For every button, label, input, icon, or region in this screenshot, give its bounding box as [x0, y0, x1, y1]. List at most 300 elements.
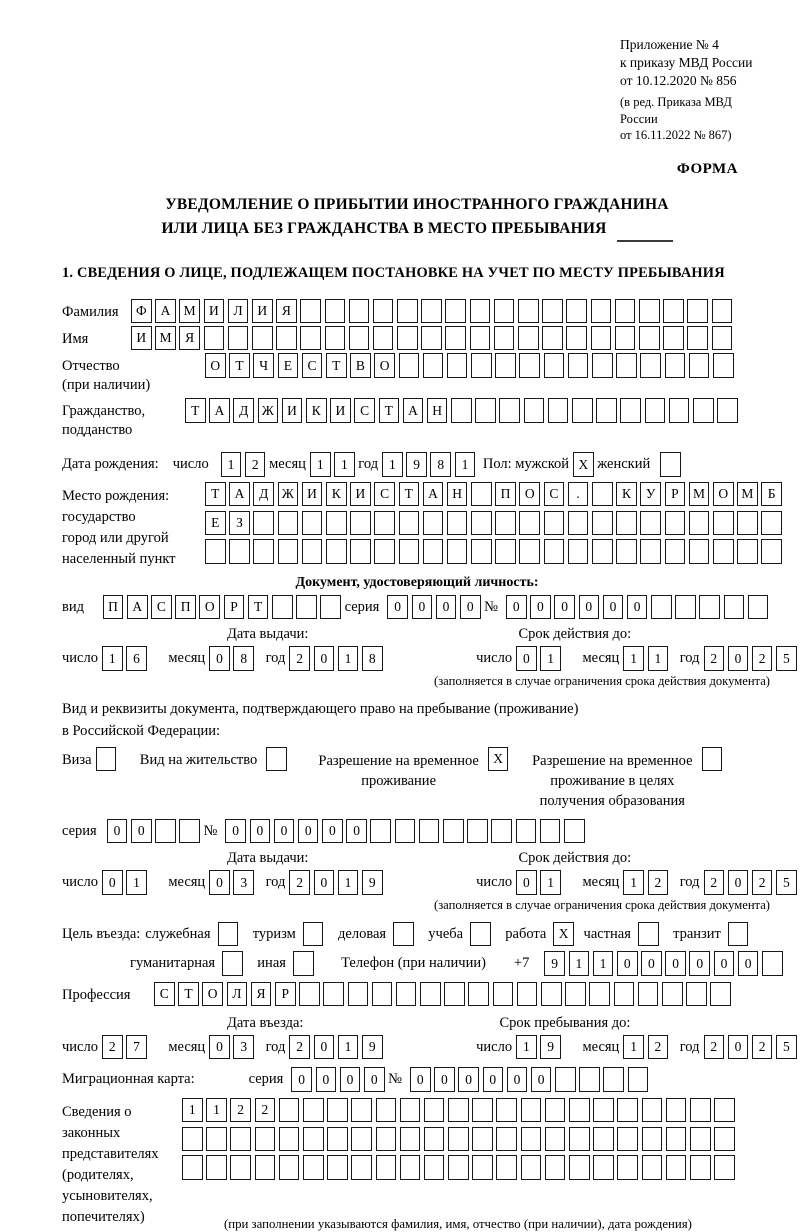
form-cell[interactable] — [569, 1098, 590, 1122]
form-cell[interactable] — [662, 982, 683, 1006]
form-cell[interactable] — [205, 539, 226, 563]
form-cell[interactable]: Ч — [253, 353, 274, 377]
form-cell[interactable] — [491, 819, 512, 843]
form-cell[interactable]: К — [326, 482, 347, 506]
form-cell[interactable]: 0 — [483, 1067, 504, 1091]
form-cell[interactable] — [687, 299, 708, 323]
form-cell[interactable] — [565, 982, 586, 1006]
form-cell[interactable]: Т — [178, 982, 199, 1006]
form-cell[interactable] — [666, 1098, 687, 1122]
form-cell[interactable] — [615, 299, 636, 323]
form-cell[interactable]: О — [374, 353, 395, 377]
form-cell[interactable] — [714, 1127, 735, 1151]
form-cell[interactable] — [517, 982, 538, 1006]
form-cell[interactable]: З — [229, 511, 250, 535]
form-cell[interactable] — [253, 511, 274, 535]
form-cell[interactable] — [393, 922, 414, 946]
form-cell[interactable]: 1 — [382, 452, 403, 476]
form-cell[interactable] — [495, 511, 516, 535]
form-cell[interactable]: 0 — [460, 595, 481, 619]
form-cell[interactable] — [717, 398, 738, 422]
form-cell[interactable]: 5 — [776, 870, 797, 894]
form-cell[interactable] — [279, 1155, 300, 1179]
form-cell[interactable] — [710, 982, 731, 1006]
form-cell[interactable]: 0 — [410, 1067, 431, 1091]
form-cell[interactable] — [614, 982, 635, 1006]
form-cell[interactable] — [592, 482, 613, 506]
form-cell[interactable]: 1 — [455, 452, 476, 476]
form-cell[interactable] — [640, 353, 661, 377]
form-cell[interactable] — [374, 539, 395, 563]
form-cell[interactable] — [521, 1155, 542, 1179]
form-cell[interactable]: С — [354, 398, 375, 422]
form-cell[interactable] — [669, 398, 690, 422]
form-cell[interactable] — [230, 1155, 251, 1179]
form-cell[interactable]: 1 — [338, 1035, 359, 1059]
form-cell[interactable] — [593, 1155, 614, 1179]
form-cell[interactable] — [303, 1155, 324, 1179]
form-cell[interactable] — [327, 1127, 348, 1151]
form-cell[interactable] — [278, 539, 299, 563]
form-cell[interactable] — [218, 922, 239, 946]
form-cell[interactable] — [351, 1155, 372, 1179]
form-cell[interactable]: 0 — [340, 1067, 361, 1091]
form-cell[interactable] — [516, 819, 537, 843]
form-cell[interactable] — [628, 1067, 649, 1091]
form-cell[interactable]: 8 — [233, 646, 254, 670]
form-cell[interactable]: С — [154, 982, 175, 1006]
form-cell[interactable] — [521, 1098, 542, 1122]
form-cell[interactable] — [702, 747, 723, 771]
form-cell[interactable]: И — [350, 482, 371, 506]
form-cell[interactable] — [206, 1155, 227, 1179]
form-cell[interactable] — [303, 1127, 324, 1151]
form-cell[interactable] — [373, 326, 394, 350]
form-cell[interactable]: 9 — [362, 870, 383, 894]
form-cell[interactable]: 1 — [102, 646, 123, 670]
form-cell[interactable] — [687, 326, 708, 350]
form-cell[interactable] — [475, 398, 496, 422]
form-cell[interactable] — [448, 1155, 469, 1179]
form-cell[interactable] — [617, 1098, 638, 1122]
form-cell[interactable]: 2 — [704, 1035, 725, 1059]
form-cell[interactable] — [451, 398, 472, 422]
form-cell[interactable]: 8 — [430, 452, 451, 476]
form-cell[interactable] — [399, 511, 420, 535]
form-cell[interactable] — [639, 326, 660, 350]
form-cell[interactable]: 0 — [434, 1067, 455, 1091]
form-cell[interactable] — [593, 1098, 614, 1122]
form-cell[interactable] — [327, 1098, 348, 1122]
form-cell[interactable] — [496, 1127, 517, 1151]
form-cell[interactable] — [279, 1127, 300, 1151]
form-cell[interactable]: 0 — [738, 951, 759, 975]
form-cell[interactable] — [278, 511, 299, 535]
form-cell[interactable] — [524, 398, 545, 422]
form-cell[interactable] — [737, 539, 758, 563]
form-cell[interactable] — [350, 511, 371, 535]
form-cell[interactable]: . — [568, 482, 589, 506]
form-cell[interactable] — [471, 511, 492, 535]
form-cell[interactable]: 0 — [458, 1067, 479, 1091]
form-cell[interactable]: 0 — [316, 1067, 337, 1091]
form-cell[interactable] — [617, 1127, 638, 1151]
form-cell[interactable] — [761, 511, 782, 535]
form-cell[interactable] — [566, 326, 587, 350]
form-cell[interactable] — [651, 595, 672, 619]
form-cell[interactable] — [376, 1155, 397, 1179]
form-cell[interactable]: Д — [253, 482, 274, 506]
form-cell[interactable] — [593, 1127, 614, 1151]
form-cell[interactable] — [350, 539, 371, 563]
form-cell[interactable]: 2 — [704, 870, 725, 894]
form-cell[interactable]: Б — [761, 482, 782, 506]
form-cell[interactable] — [690, 1155, 711, 1179]
form-cell[interactable] — [421, 326, 442, 350]
form-cell[interactable] — [467, 819, 488, 843]
form-cell[interactable]: 0 — [627, 595, 648, 619]
form-cell[interactable] — [420, 982, 441, 1006]
form-cell[interactable]: Н — [447, 482, 468, 506]
form-cell[interactable] — [712, 299, 733, 323]
form-cell[interactable]: 1 — [593, 951, 614, 975]
form-cell[interactable]: И — [131, 326, 152, 350]
form-cell[interactable]: 0 — [314, 870, 335, 894]
form-cell[interactable]: 6 — [126, 646, 147, 670]
form-cell[interactable] — [445, 299, 466, 323]
form-cell[interactable]: 0 — [579, 595, 600, 619]
form-cell[interactable] — [617, 1155, 638, 1179]
form-cell[interactable] — [569, 1155, 590, 1179]
form-cell[interactable] — [714, 1155, 735, 1179]
form-cell[interactable] — [724, 595, 745, 619]
form-cell[interactable]: 1 — [623, 646, 644, 670]
form-cell[interactable] — [616, 511, 637, 535]
form-cell[interactable] — [761, 539, 782, 563]
form-cell[interactable] — [419, 819, 440, 843]
form-cell[interactable] — [642, 1127, 663, 1151]
form-cell[interactable] — [544, 353, 565, 377]
form-cell[interactable] — [592, 353, 613, 377]
form-cell[interactable] — [468, 982, 489, 1006]
form-cell[interactable] — [592, 539, 613, 563]
form-cell[interactable] — [397, 299, 418, 323]
form-cell[interactable] — [568, 353, 589, 377]
form-cell[interactable]: 2 — [289, 870, 310, 894]
form-cell[interactable]: 0 — [412, 595, 433, 619]
form-cell[interactable]: П — [103, 595, 124, 619]
form-cell[interactable] — [470, 326, 491, 350]
form-cell[interactable] — [443, 819, 464, 843]
form-cell[interactable] — [370, 819, 391, 843]
form-cell[interactable] — [728, 922, 749, 946]
form-cell[interactable] — [349, 326, 370, 350]
form-cell[interactable]: О — [205, 353, 226, 377]
form-cell[interactable] — [544, 539, 565, 563]
form-cell[interactable] — [472, 1155, 493, 1179]
form-cell[interactable] — [541, 982, 562, 1006]
form-cell[interactable] — [348, 982, 369, 1006]
form-cell[interactable]: 3 — [233, 870, 254, 894]
form-cell[interactable]: М — [155, 326, 176, 350]
form-cell[interactable]: Р — [275, 982, 296, 1006]
form-cell[interactable]: Я — [276, 299, 297, 323]
form-cell[interactable] — [421, 299, 442, 323]
form-cell[interactable] — [296, 595, 317, 619]
form-cell[interactable] — [545, 1098, 566, 1122]
form-cell[interactable]: 0 — [436, 595, 457, 619]
form-cell[interactable] — [737, 511, 758, 535]
form-cell[interactable] — [300, 299, 321, 323]
form-cell[interactable] — [279, 1098, 300, 1122]
form-cell[interactable] — [496, 1155, 517, 1179]
form-cell[interactable] — [579, 1067, 600, 1091]
form-cell[interactable]: 2 — [752, 870, 773, 894]
form-cell[interactable] — [423, 539, 444, 563]
form-cell[interactable] — [395, 819, 416, 843]
form-cell[interactable] — [182, 1127, 203, 1151]
form-cell[interactable]: 2 — [704, 646, 725, 670]
form-cell[interactable] — [447, 539, 468, 563]
form-cell[interactable] — [351, 1098, 372, 1122]
form-cell[interactable] — [596, 398, 617, 422]
form-cell[interactable]: И — [302, 482, 323, 506]
form-cell[interactable] — [690, 1127, 711, 1151]
form-cell[interactable] — [663, 299, 684, 323]
form-cell[interactable] — [448, 1098, 469, 1122]
form-cell[interactable]: 0 — [274, 819, 295, 843]
form-cell[interactable]: 0 — [102, 870, 123, 894]
form-cell[interactable] — [372, 982, 393, 1006]
form-cell[interactable] — [302, 511, 323, 535]
form-cell[interactable] — [686, 982, 707, 1006]
form-cell[interactable]: 1 — [206, 1098, 227, 1122]
form-cell[interactable] — [545, 1155, 566, 1179]
form-cell[interactable] — [400, 1127, 421, 1151]
form-cell[interactable]: 0 — [209, 1035, 230, 1059]
form-cell[interactable] — [230, 1127, 251, 1151]
form-cell[interactable] — [519, 539, 540, 563]
form-cell[interactable] — [470, 922, 491, 946]
form-cell[interactable]: 0 — [314, 646, 335, 670]
form-cell[interactable] — [374, 511, 395, 535]
form-cell[interactable] — [589, 982, 610, 1006]
form-cell[interactable] — [639, 299, 660, 323]
form-cell[interactable] — [591, 326, 612, 350]
form-cell[interactable]: 2 — [245, 452, 266, 476]
form-cell[interactable]: 1 — [516, 1035, 537, 1059]
form-cell[interactable] — [690, 1098, 711, 1122]
form-cell[interactable] — [228, 326, 249, 350]
form-cell[interactable] — [493, 982, 514, 1006]
form-cell[interactable] — [303, 1098, 324, 1122]
form-cell[interactable] — [253, 539, 274, 563]
form-cell[interactable] — [399, 353, 420, 377]
form-cell[interactable] — [666, 1127, 687, 1151]
form-cell[interactable]: 0 — [603, 595, 624, 619]
form-cell[interactable]: 7 — [126, 1035, 147, 1059]
form-cell[interactable] — [555, 1067, 576, 1091]
form-cell[interactable] — [327, 1155, 348, 1179]
form-cell[interactable]: Л — [227, 982, 248, 1006]
form-cell[interactable]: О — [199, 595, 220, 619]
form-cell[interactable]: Д — [233, 398, 254, 422]
form-cell[interactable]: Т — [399, 482, 420, 506]
form-cell[interactable] — [642, 1155, 663, 1179]
form-cell[interactable] — [638, 922, 659, 946]
form-cell[interactable]: Т — [326, 353, 347, 377]
form-cell[interactable] — [444, 982, 465, 1006]
form-cell[interactable] — [518, 299, 539, 323]
form-cell[interactable] — [496, 1098, 517, 1122]
form-cell[interactable]: О — [713, 482, 734, 506]
form-cell[interactable]: У — [640, 482, 661, 506]
form-cell[interactable]: 1 — [623, 1035, 644, 1059]
form-cell[interactable]: А — [229, 482, 250, 506]
form-cell[interactable]: К — [616, 482, 637, 506]
form-cell[interactable] — [472, 1098, 493, 1122]
form-cell[interactable]: 5 — [776, 646, 797, 670]
form-cell[interactable]: Р — [224, 595, 245, 619]
form-cell[interactable] — [470, 299, 491, 323]
form-cell[interactable] — [699, 595, 720, 619]
form-cell[interactable]: 0 — [617, 951, 638, 975]
form-cell[interactable]: 0 — [298, 819, 319, 843]
form-cell[interactable] — [471, 482, 492, 506]
form-cell[interactable] — [302, 539, 323, 563]
form-cell[interactable]: О — [519, 482, 540, 506]
form-cell[interactable] — [592, 511, 613, 535]
form-cell[interactable] — [712, 326, 733, 350]
form-cell[interactable]: Т — [229, 353, 250, 377]
form-cell[interactable] — [519, 511, 540, 535]
form-cell[interactable]: Т — [205, 482, 226, 506]
form-cell[interactable] — [326, 539, 347, 563]
form-cell[interactable] — [545, 1127, 566, 1151]
form-cell[interactable] — [303, 922, 324, 946]
form-cell[interactable] — [616, 539, 637, 563]
form-cell[interactable] — [762, 951, 783, 975]
form-cell[interactable]: Я — [251, 982, 272, 1006]
form-cell[interactable] — [376, 1127, 397, 1151]
form-cell[interactable]: 1 — [540, 870, 561, 894]
form-cell[interactable] — [293, 951, 314, 975]
form-cell[interactable]: С — [151, 595, 172, 619]
form-cell[interactable] — [326, 511, 347, 535]
form-cell[interactable]: X — [573, 452, 594, 476]
form-cell[interactable]: А — [127, 595, 148, 619]
form-cell[interactable] — [323, 982, 344, 1006]
form-cell[interactable] — [373, 299, 394, 323]
form-cell[interactable] — [320, 595, 341, 619]
form-cell[interactable]: 0 — [507, 1067, 528, 1091]
form-cell[interactable]: С — [374, 482, 395, 506]
form-cell[interactable] — [564, 819, 585, 843]
form-cell[interactable] — [640, 539, 661, 563]
form-cell[interactable]: А — [423, 482, 444, 506]
form-cell[interactable] — [499, 398, 520, 422]
form-cell[interactable] — [568, 539, 589, 563]
form-cell[interactable]: 2 — [648, 1035, 669, 1059]
form-cell[interactable]: Я — [179, 326, 200, 350]
form-cell[interactable]: 1 — [126, 870, 147, 894]
form-cell[interactable]: 0 — [387, 595, 408, 619]
form-cell[interactable]: 0 — [714, 951, 735, 975]
form-cell[interactable] — [445, 326, 466, 350]
form-cell[interactable] — [182, 1155, 203, 1179]
form-cell[interactable]: Т — [248, 595, 269, 619]
form-cell[interactable]: 5 — [776, 1035, 797, 1059]
form-cell[interactable] — [471, 539, 492, 563]
form-cell[interactable]: Е — [205, 511, 226, 535]
form-cell[interactable]: М — [689, 482, 710, 506]
form-cell[interactable]: И — [282, 398, 303, 422]
form-cell[interactable]: 0 — [728, 646, 749, 670]
form-cell[interactable] — [645, 398, 666, 422]
form-cell[interactable]: М — [179, 299, 200, 323]
form-cell[interactable] — [494, 299, 515, 323]
form-cell[interactable] — [713, 511, 734, 535]
form-cell[interactable] — [548, 398, 569, 422]
form-cell[interactable] — [255, 1127, 276, 1151]
form-cell[interactable] — [640, 511, 661, 535]
form-cell[interactable]: 2 — [102, 1035, 123, 1059]
form-cell[interactable]: 0 — [107, 819, 128, 843]
form-cell[interactable]: Т — [185, 398, 206, 422]
form-cell[interactable]: 0 — [689, 951, 710, 975]
form-cell[interactable] — [447, 511, 468, 535]
form-cell[interactable]: Ж — [258, 398, 279, 422]
form-cell[interactable]: Р — [665, 482, 686, 506]
form-cell[interactable] — [689, 539, 710, 563]
form-cell[interactable] — [396, 982, 417, 1006]
form-cell[interactable]: 0 — [209, 870, 230, 894]
form-cell[interactable]: 0 — [516, 646, 537, 670]
form-cell[interactable]: И — [252, 299, 273, 323]
form-cell[interactable]: И — [330, 398, 351, 422]
form-cell[interactable]: 0 — [346, 819, 367, 843]
form-cell[interactable] — [566, 299, 587, 323]
form-cell[interactable] — [542, 326, 563, 350]
form-cell[interactable] — [155, 819, 176, 843]
form-cell[interactable]: 8 — [362, 646, 383, 670]
form-cell[interactable]: 9 — [362, 1035, 383, 1059]
form-cell[interactable]: 0 — [641, 951, 662, 975]
form-cell[interactable]: 2 — [752, 646, 773, 670]
form-cell[interactable] — [519, 353, 540, 377]
form-cell[interactable]: В — [350, 353, 371, 377]
form-cell[interactable] — [603, 1067, 624, 1091]
form-cell[interactable]: X — [553, 922, 574, 946]
form-cell[interactable]: 2 — [230, 1098, 251, 1122]
form-cell[interactable]: 1 — [221, 452, 242, 476]
form-cell[interactable]: 0 — [250, 819, 271, 843]
form-cell[interactable] — [276, 326, 297, 350]
form-cell[interactable] — [423, 353, 444, 377]
form-cell[interactable]: 0 — [516, 870, 537, 894]
form-cell[interactable] — [495, 539, 516, 563]
form-cell[interactable]: 1 — [648, 646, 669, 670]
form-cell[interactable] — [204, 326, 225, 350]
form-cell[interactable] — [423, 511, 444, 535]
form-cell[interactable] — [663, 326, 684, 350]
form-cell[interactable] — [229, 539, 250, 563]
form-cell[interactable]: 0 — [322, 819, 343, 843]
form-cell[interactable] — [272, 595, 293, 619]
form-cell[interactable]: Т — [379, 398, 400, 422]
form-cell[interactable] — [255, 1155, 276, 1179]
form-cell[interactable]: 1 — [338, 870, 359, 894]
